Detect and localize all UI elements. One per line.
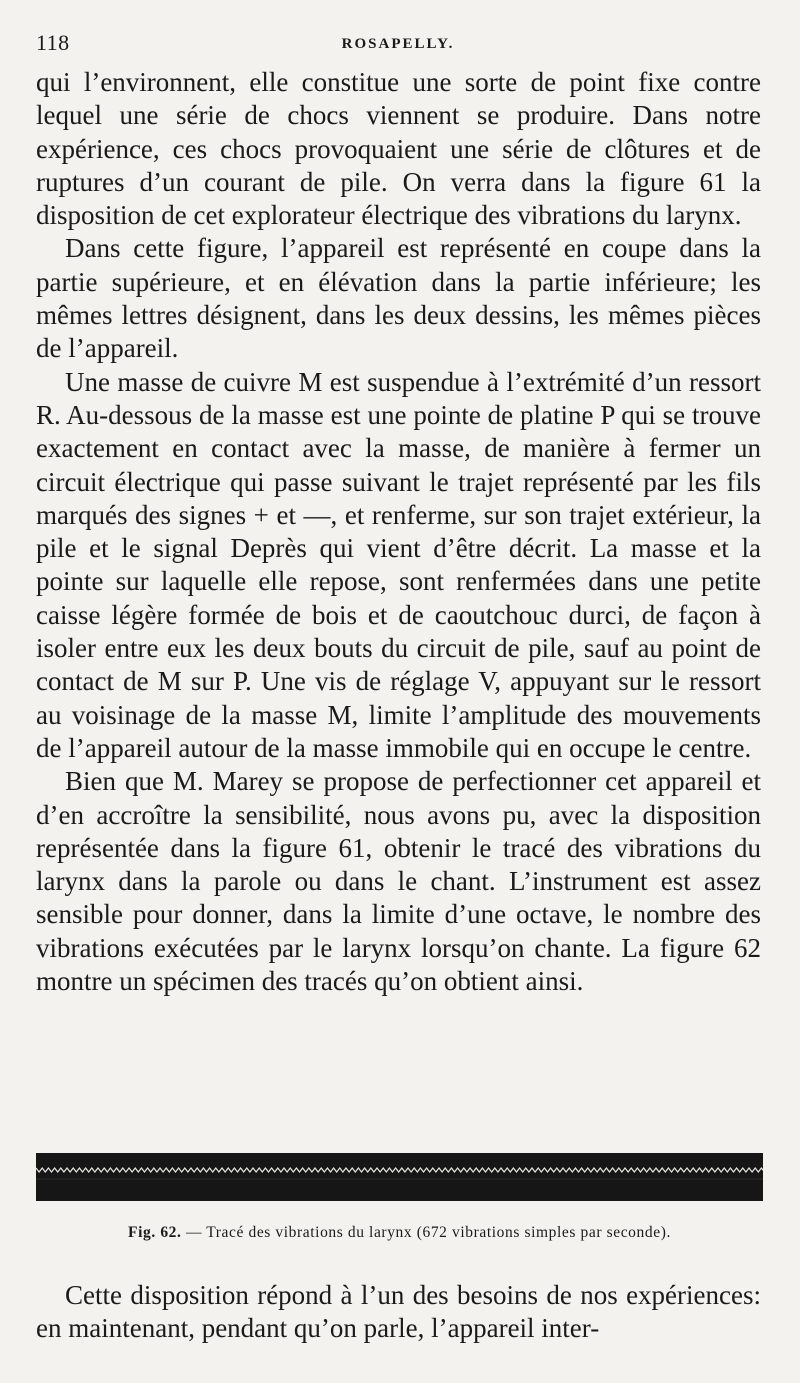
paragraph: Bien que M. Marey se propose de perfectionner cet appareil et d’en accroître la sensibilité, nous avons pu, avec la disposition représentée dans la figure 61, obtenir le tracé des vibrations du larynx dans la parole ou dans le chant. L’instrument est assez sensible pour donner, dans la limite d’une octave, le nombre des vibrations exécutées par le larynx lorsqu’on chante. La figure 62 montre un spécimen des tracés qu’on obtient ainsi. <box>36 766 761 997</box>
figure-caption-text: — Tracé des vibrations du larynx (672 vibrations simples par seconde). <box>181 1224 671 1241</box>
page-header <box>36 30 760 60</box>
vibration-trace <box>36 1153 763 1201</box>
figure-caption <box>36 1224 763 1242</box>
paragraph: Cette disposition répond à l’un des besoins de nos expériences: en maintenant, pendant qu’on parle, l’appareil inter- <box>36 1280 761 1343</box>
figure-label: Fig. 62. <box>128 1224 182 1241</box>
paragraph: qui l’environnent, elle constitue une sorte de point fixe contre lequel une série de chocs viennent se produire. Dans notre expérience, ces chocs provoquaient une série de clôtures et de ruptures d’un courant de pile. On verra dans la figure 61 la disposition de cet explorateur électrique des vibrations du larynx. <box>36 67 761 231</box>
body-text <box>36 66 761 998</box>
trace-band <box>36 1153 763 1201</box>
vibration-trace-figure <box>36 1153 763 1201</box>
paragraph: Dans cette figure, l’appareil est représenté en coupe dans la partie supérieure, et en élévation dans la partie inférieure; les mêmes lettres désignent, dans les deux dessins, les mêmes pièces de l’appareil. <box>36 233 761 364</box>
page-number: 118 <box>36 30 70 55</box>
paragraph: Une masse de cuivre M est suspendue à l’extrémité d’un ressort R. Au-dessous de la masse est une pointe de platine P qui se trouve exactement en contact avec la masse, de manière à fermer un circuit électrique qui passe suivant le trajet représenté par les fils marqués des signes + et —, et renferme, sur son trajet extérieur, la pile et le signal Deprès qui vient d’être décrit. La masse et la pointe sur laquelle elle repose, sont renfermées dans une petite caisse légère formée de bois et de caoutchouc durci, de façon à isoler entre eux les deux bouts du circuit de pile, sauf au point de contact de M sur P. Une vis de réglage V, appuyant sur le ressort au voisinage de la masse M, limite l’amplitude des mouvements de l’appareil autour de la masse immobile qui en occupe le centre. <box>36 366 761 763</box>
closing-text <box>36 1279 761 1345</box>
running-head: ROSAPELLY. <box>341 36 455 52</box>
